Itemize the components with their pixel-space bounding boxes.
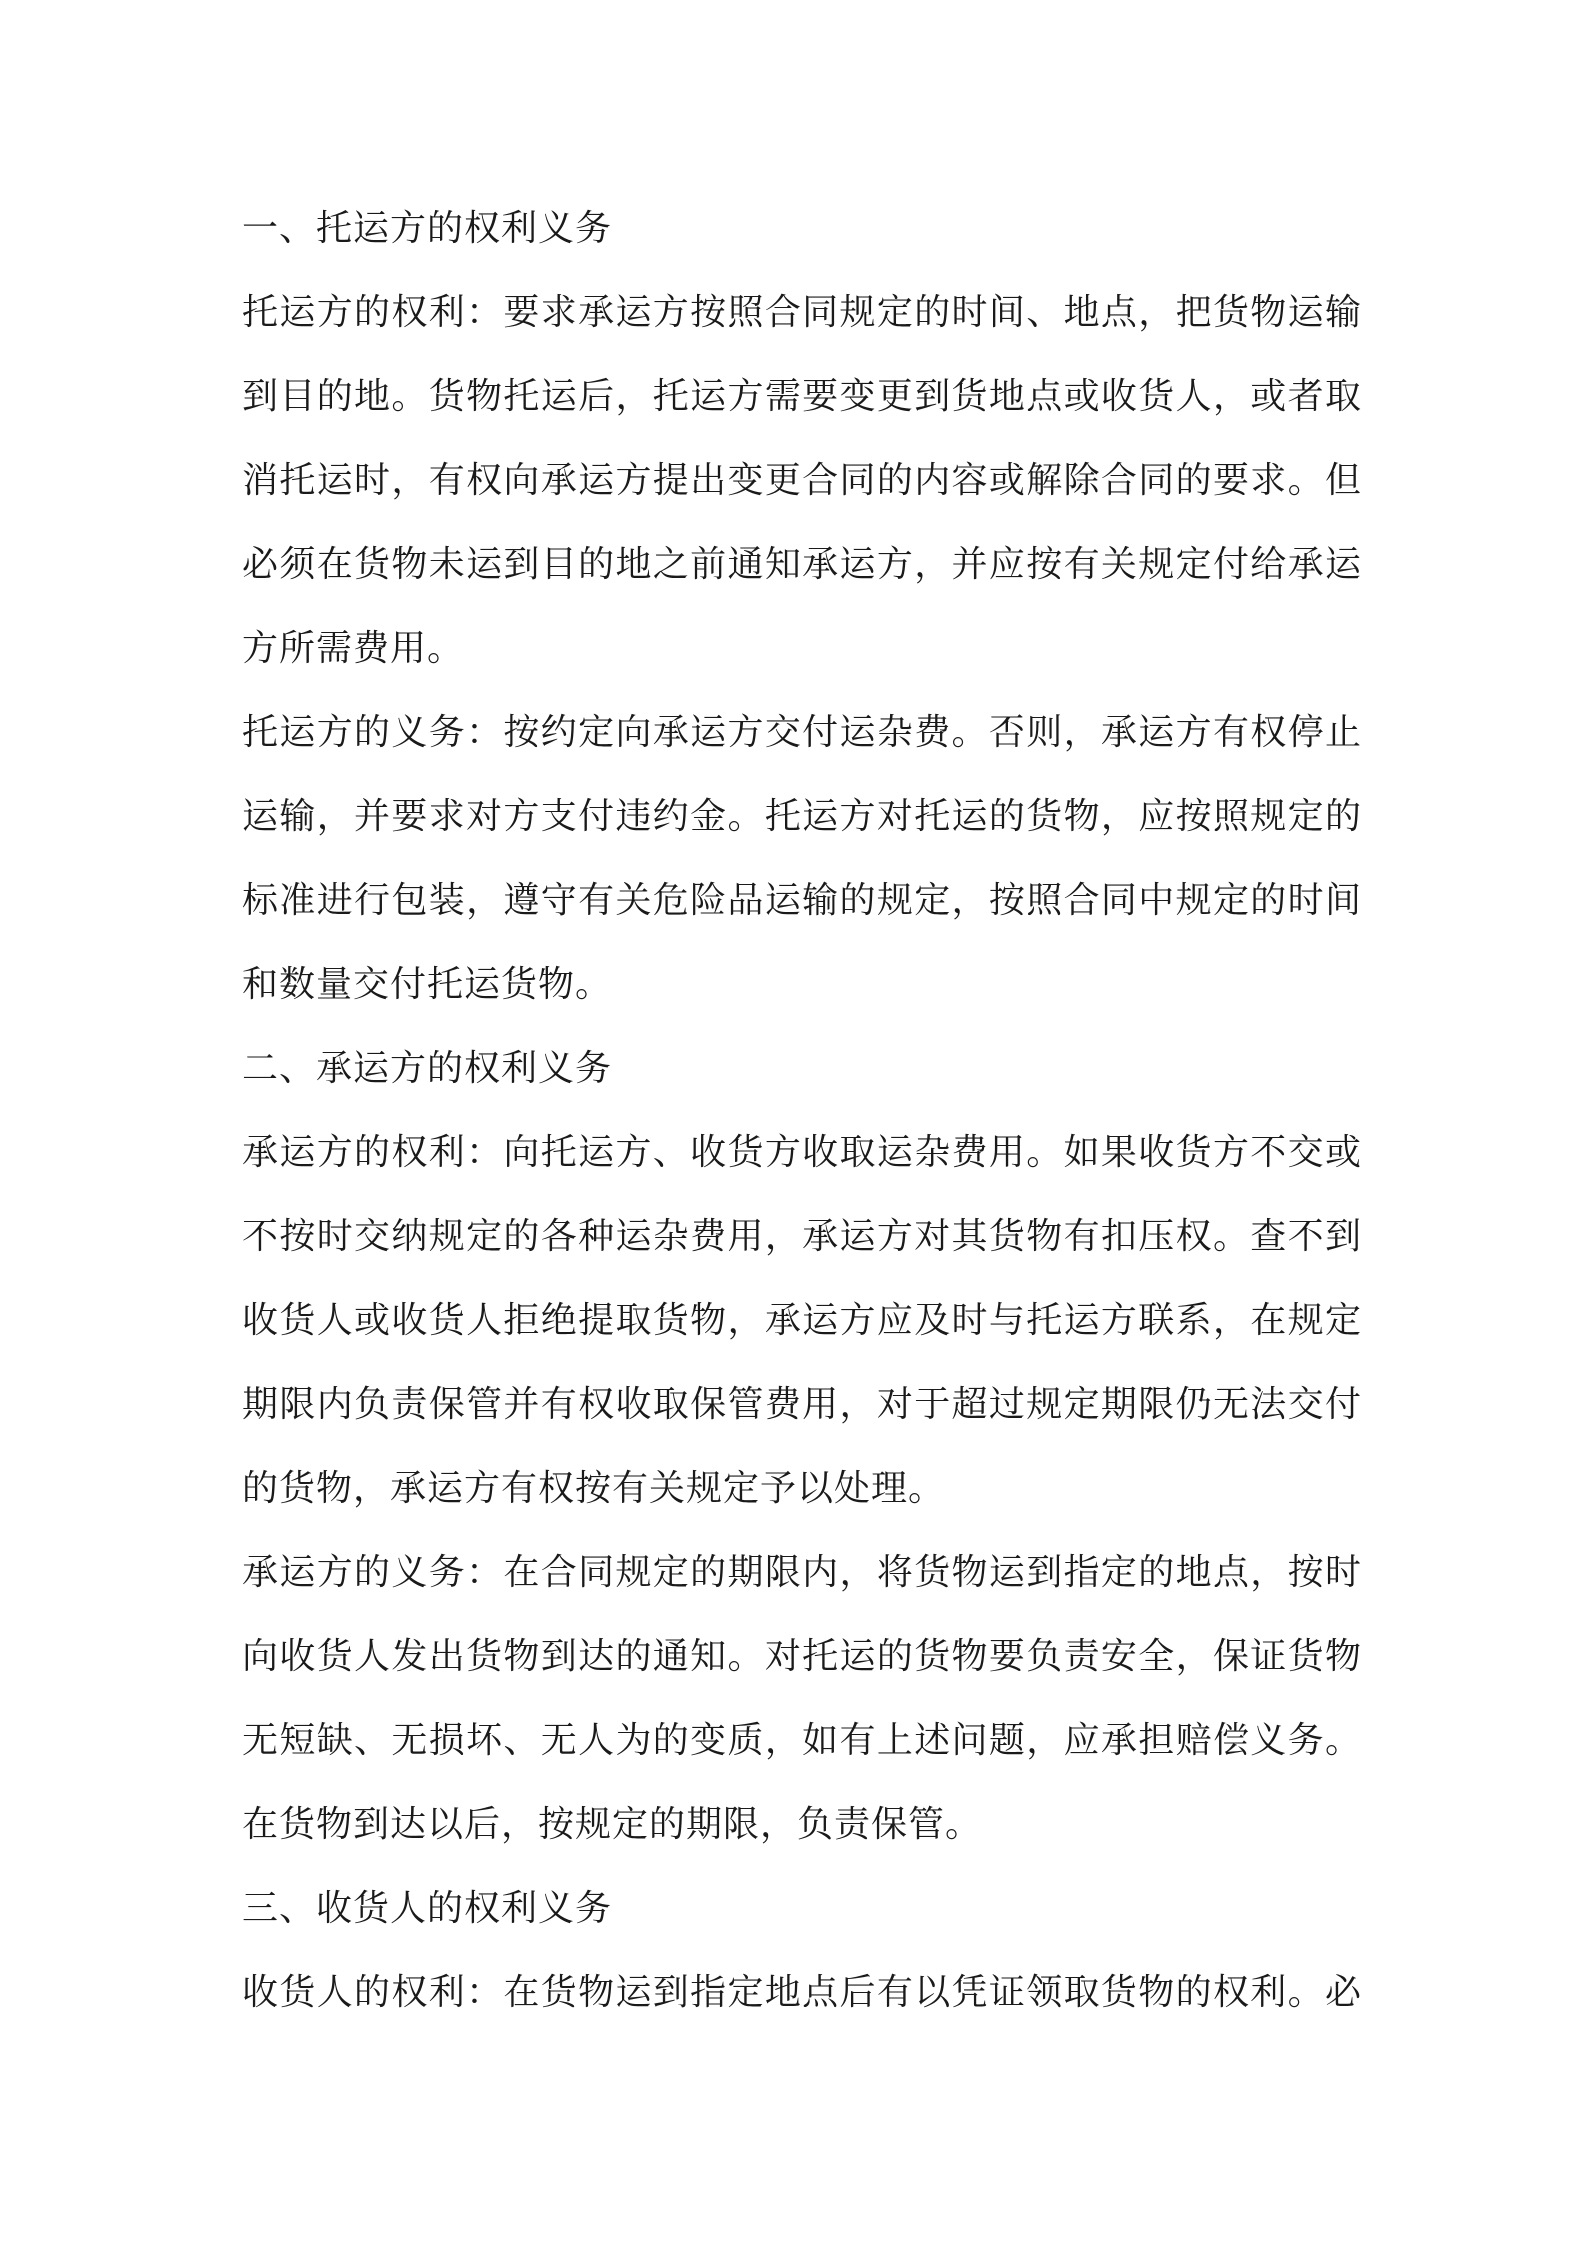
paragraph-line: 不按时交纳规定的各种运杂费用，承运方对其货物有扣压权。查不到	[242, 1216, 1362, 1257]
paragraph-line: 的货物，承运方有权按有关规定予以处理。	[242, 1468, 946, 1509]
paragraph-line: 和数量交付托运货物。	[242, 964, 613, 1005]
paragraph-line: 运输，并要求对方支付违约金。托运方对托运的货物，应按照规定的	[242, 796, 1362, 837]
paragraph-line: 收货人的权利：在货物运到指定地点后有以凭证领取货物的权利。必	[242, 1972, 1362, 2013]
paragraph-line: 到目的地。货物托运后，托运方需要变更到货地点或收货人，或者取	[242, 376, 1362, 417]
paragraph-line: 方所需费用。	[242, 628, 465, 669]
paragraph-line: 收货人或收货人拒绝提取货物，承运方应及时与托运方联系，在规定	[242, 1300, 1362, 1341]
paragraph-line: 消托运时，有权向承运方提出变更合同的内容或解除合同的要求。但	[242, 460, 1362, 501]
document-body	[242, 205, 1362, 2053]
section-heading-3: 三、收货人的权利义务	[242, 1888, 613, 1929]
paragraph-line: 托运方的义务：按约定向承运方交付运杂费。否则，承运方有权停止	[242, 712, 1362, 753]
paragraph-line: 承运方的义务：在合同规定的期限内，将货物运到指定的地点，按时	[242, 1552, 1362, 1593]
paragraph-line: 承运方的权利：向托运方、收货方收取运杂费用。如果收货方不交或	[242, 1132, 1362, 1173]
paragraph-line: 标准进行包装，遵守有关危险品运输的规定，按照合同中规定的时间	[242, 880, 1362, 921]
paragraph-line: 托运方的权利：要求承运方按照合同规定的时间、地点，把货物运输	[242, 292, 1362, 333]
paragraph-line: 向收货人发出货物到达的通知。对托运的货物要负责安全，保证货物	[242, 1636, 1362, 1677]
paragraph-line: 无短缺、无损坏、无人为的变质，如有上述问题，应承担赔偿义务。	[242, 1720, 1362, 1761]
section-heading-1: 一、托运方的权利义务	[242, 208, 613, 249]
paragraph-line: 必须在货物未运到目的地之前通知承运方，并应按有关规定付给承运	[242, 544, 1362, 585]
paragraph-line: 期限内负责保管并有权收取保管费用，对于超过规定期限仍无法交付	[242, 1384, 1362, 1425]
section-heading-2: 二、承运方的权利义务	[242, 1048, 613, 1089]
paragraph-line: 在货物到达以后，按规定的期限，负责保管。	[242, 1804, 983, 1845]
